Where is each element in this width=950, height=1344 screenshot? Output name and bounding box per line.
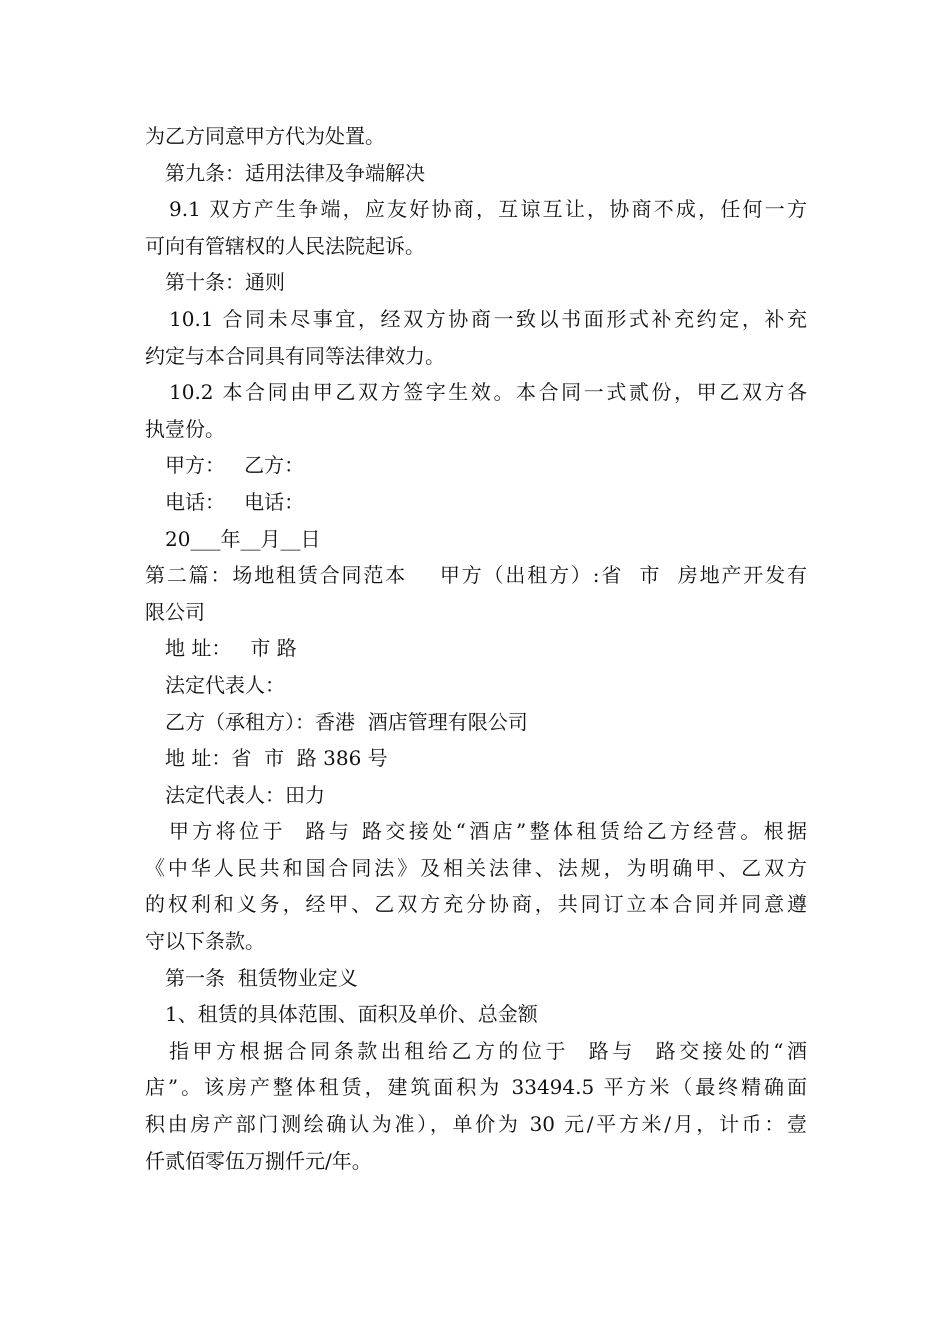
text-line: 第十条：通则: [165, 270, 285, 295]
text-line: 地 址：省 市 路 386 号: [165, 746, 388, 771]
text-line: 法定代表人：: [165, 672, 285, 697]
text-line: 1、租赁的具体范围、面积及单价、总金额: [165, 1002, 538, 1027]
text-line: 第九条：适用法律及争端解决: [165, 160, 425, 185]
text-line: 执壹份。: [145, 416, 225, 441]
text-line: 仟贰佰零伍万捌仟元/年。: [145, 1148, 372, 1173]
text-line: 10.1 合同未尽事宜，经双方协商一致以书面形式补充约定，补充: [169, 306, 807, 331]
text-line: 第一条 租赁物业定义: [165, 965, 358, 990]
text-line: 20___年__月__日: [165, 526, 321, 551]
text-line: 积由房产部门测绘确认为准），单价为 30 元/平方米/月，计币：壹: [145, 1112, 807, 1137]
text-line: 地 址： 市 路: [165, 636, 297, 661]
text-line: 乙方（承租方）：香港 酒店管理有限公司: [165, 709, 528, 734]
text-line: 约定与本合同具有同等法律效力。: [145, 343, 445, 368]
document-page: [145, 118, 807, 1179]
text-line: 10.2 本合同由甲乙双方签字生效。本合同一式贰份，甲乙双方各: [169, 380, 807, 405]
text-line: 店”。该房产整体租赁，建筑面积为 33494.5 平方米（最终精确面: [145, 1075, 807, 1100]
text-line: 甲方将位于 路与 路交接处“酒店”整体租赁给乙方经营。根据: [169, 819, 807, 844]
text-line: 电话： 电话：: [165, 489, 305, 514]
text-line: 可向有管辖权的人民法院起诉。: [145, 233, 425, 258]
text-line: 《中华人民共和国合同法》及相关法律、法规，为明确甲、乙双方: [145, 855, 807, 880]
text-line: 限公司: [145, 599, 205, 624]
text-line: 9.1 双方产生争端，应友好协商，互谅互让，协商不成，任何一方: [169, 197, 807, 222]
text-line: 第二篇：场地租赁合同范本 甲方（出租方）:省 市 房地产开发有: [145, 563, 807, 588]
text-line: 为乙方同意甲方代为处置。: [145, 124, 385, 148]
text-line: 的权利和义务，经甲、乙双方充分协商，共同订立本合同并同意遵: [145, 892, 807, 917]
text-line: 甲方： 乙方：: [165, 453, 305, 478]
text-line: 法定代表人：田力: [165, 782, 325, 807]
text-line: 守以下条款。: [145, 929, 265, 954]
text-line: 指甲方根据合同条款出租给乙方的位于 路与 路交接处的“酒: [169, 1038, 807, 1063]
